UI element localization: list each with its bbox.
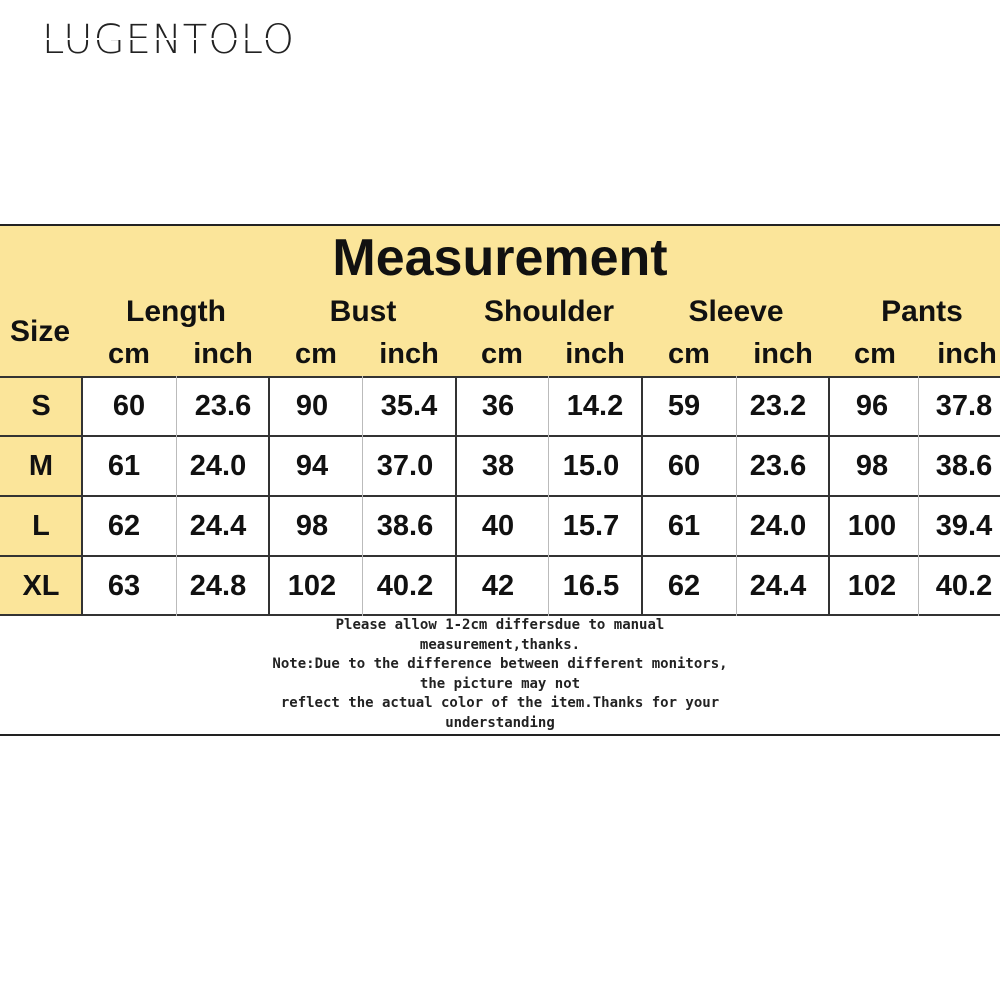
grid-line (0, 376, 1000, 378)
unit-header: cm (295, 338, 337, 370)
value-cell: 39.4 (935, 510, 993, 542)
note-line: Please allow 1-2cm differsdue to manual (335, 617, 665, 633)
value-cell: 40 (481, 510, 515, 542)
value-cell: 42 (481, 570, 515, 602)
value-cell: 60 (112, 390, 146, 422)
value-cell: 38.6 (376, 510, 434, 542)
note-line: understanding (445, 714, 555, 731)
grid-line (0, 555, 1000, 557)
unit-header: cm (668, 338, 710, 370)
grid-line (0, 495, 1000, 497)
value-cell: 62 (107, 510, 141, 542)
value-cell: 38 (481, 450, 515, 482)
note-line: Note:Due to the difference between different monitors, (272, 656, 728, 672)
size-column-header: Size (9, 315, 71, 348)
brand-logo: LUGENTOLO (42, 17, 296, 63)
value-cell: 102 (287, 570, 337, 602)
size-cell: M (0, 436, 82, 496)
value-cell: 98 (295, 510, 329, 542)
value-cell: 60 (667, 450, 701, 482)
value-cell: 35.4 (380, 390, 438, 422)
value-cell: 24.4 (749, 570, 807, 602)
value-cell: 15.7 (562, 510, 620, 542)
note-line: reflect the actual color of the item.Thanks for your (280, 695, 720, 711)
grid-line (641, 376, 643, 616)
grid-line (176, 376, 177, 616)
value-cell: 24.4 (189, 510, 247, 542)
value-cell: 37.0 (376, 450, 434, 482)
measurement-note (0, 616, 1000, 732)
grid-line (548, 376, 549, 616)
group-header-shoulder: Shoulder (483, 295, 614, 328)
value-cell: 40.2 (376, 570, 434, 602)
value-cell: 38.6 (935, 450, 993, 482)
chart-title: Measurement (332, 229, 668, 287)
table-row (0, 496, 1000, 556)
value-cell: 59 (667, 390, 701, 422)
grid-line (918, 376, 919, 616)
value-cell: 100 (847, 510, 897, 542)
value-cell: 90 (295, 390, 329, 422)
value-cell: 61 (667, 510, 701, 542)
size-cell: S (0, 376, 82, 436)
value-cell: 102 (847, 570, 897, 602)
value-cell: 61 (107, 450, 141, 482)
note-line: measurement,thanks. (419, 636, 581, 653)
table-row (0, 376, 1000, 436)
size-cell: XL (0, 556, 82, 616)
value-cell: 37.8 (935, 390, 993, 422)
value-cell: 23.2 (749, 390, 807, 422)
group-header-sleeve: Sleeve (688, 295, 784, 328)
grid-line (362, 376, 363, 616)
value-cell: 94 (295, 450, 329, 482)
value-cell: 63 (107, 570, 141, 602)
size-cell: L (0, 496, 82, 556)
table-row (0, 436, 1000, 496)
value-cell: 15.0 (562, 450, 620, 482)
value-cell: 23.6 (194, 390, 252, 422)
value-cell: 36 (481, 390, 515, 422)
unit-header: inch (937, 338, 997, 370)
unit-header: inch (379, 338, 439, 370)
value-cell: 96 (855, 390, 889, 422)
table-row (0, 556, 1000, 616)
unit-header: cm (854, 338, 896, 370)
value-cell: 62 (667, 570, 701, 602)
unit-header: cm (481, 338, 523, 370)
value-cell: 98 (855, 450, 889, 482)
chart-body (0, 376, 1000, 616)
group-header-pants: Pants (881, 295, 963, 328)
value-cell: 24.0 (189, 450, 247, 482)
grid-line (268, 376, 270, 616)
value-cell: 24.8 (189, 570, 247, 602)
grid-line (0, 435, 1000, 437)
grid-line (736, 376, 737, 616)
grid-line (81, 376, 83, 616)
unit-header: inch (193, 338, 253, 370)
brand-logo-strike (42, 38, 287, 40)
value-cell: 16.5 (562, 570, 620, 602)
group-header-bust: Bust (329, 295, 397, 328)
size-chart (0, 224, 1000, 736)
group-header-length: Length (126, 295, 226, 328)
unit-header: inch (753, 338, 813, 370)
unit-header: inch (565, 338, 625, 370)
value-cell: 14.2 (566, 390, 624, 422)
value-cell: 24.0 (749, 510, 807, 542)
grid-line (828, 376, 830, 616)
note-line: the picture may not (419, 675, 581, 692)
value-cell: 40.2 (935, 570, 993, 602)
chart-header (0, 226, 1000, 376)
unit-header: cm (108, 338, 150, 370)
grid-line (455, 376, 457, 616)
value-cell: 23.6 (749, 450, 807, 482)
